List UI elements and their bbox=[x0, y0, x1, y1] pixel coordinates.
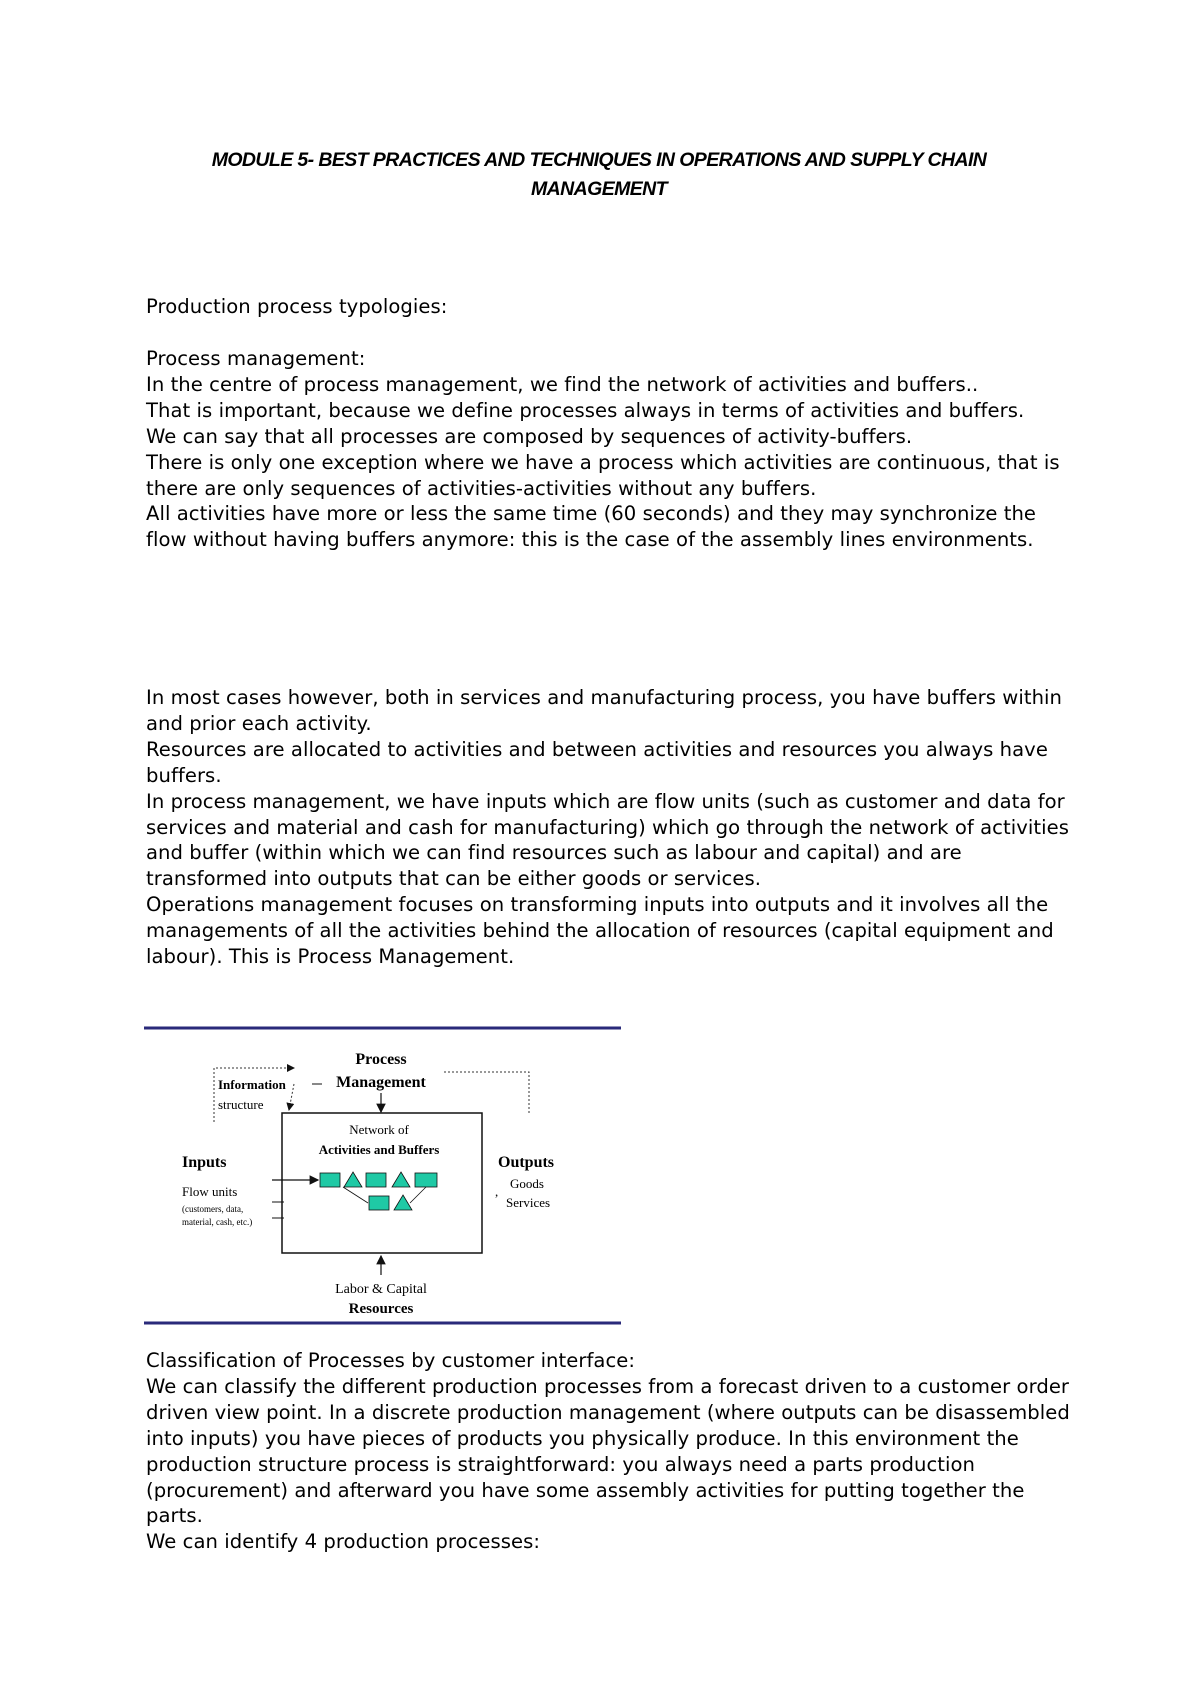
inputs-title: Inputs bbox=[182, 1154, 227, 1171]
process-management-paragraphs: Process management: In the centre of process management, we find the network of activities and buffers.. That is important, because we define processes always in terms of activities and buffers. We can say that all processes are composed by sequences of activity-buffers. There is only one exception where we have a process which activities are continuous, that is there are only sequences of activities-activities without any buffers. All activities have more or less the same time (60 seconds) and they may synchronize the flow without having buffers anymore: this is the case of the assembly lines environments. bbox=[146, 347, 1060, 552]
buffer-triangle-1 bbox=[344, 1172, 362, 1187]
activity-box-2 bbox=[366, 1173, 386, 1187]
buffer-triangle-3 bbox=[394, 1195, 412, 1210]
activity-box-1 bbox=[320, 1173, 340, 1187]
network-label-line1: Network of bbox=[349, 1122, 409, 1137]
branch-line-1 bbox=[343, 1187, 368, 1203]
activity-box-3 bbox=[415, 1173, 437, 1187]
buffer-triangle-2 bbox=[392, 1172, 410, 1187]
management-to-info-dotted bbox=[289, 1084, 294, 1110]
network-label-line2: Activities and Buffers bbox=[318, 1142, 440, 1157]
goods-label: Goods bbox=[510, 1176, 544, 1191]
most-cases-paragraphs: In most cases however, both in services and manufacturing process, you have buffers within and prior each activity. Resources are allocated to activities and between activities and resources you always have buffers. In process management, we have inputs which are flow units (such as customer and data for services and material and cash for manufacturing) which go through the network of activities and buffer (within which we can find resources such as labour and capital) and are transformed into outputs that can be either goods or services. Operations management focuses on transforming inputs into outputs and it involves all the managements of all the activities behind the allocation of resources (capital equipment and labour). This is Process Management. bbox=[146, 686, 1069, 969]
branch-line-2 bbox=[410, 1187, 426, 1203]
classification-paragraphs: Classification of Processes by customer interface: We can classify the different production processes from a forecast driven to a customer order driven view point. In a discrete production management (where outputs can be disassembled into inputs) you have pieces of products you physically produce. In this environment the production structure process is straightforward: you always need a parts production (procurement) and afterward you have some assembly activities for putting together the parts. We can identify 4 production processes: bbox=[146, 1349, 1070, 1554]
flow-units-detail-1: (customers, data, bbox=[182, 1204, 244, 1214]
typologies-heading: Production process typologies: bbox=[146, 295, 448, 318]
information-label: Information bbox=[218, 1077, 286, 1092]
activity-box-4 bbox=[369, 1196, 389, 1210]
document-title: MODULE 5- BEST PRACTICES AND TECHNIQUES IN OPERATIONS AND SUPPLY CHAIN MANAGEMENT bbox=[211, 149, 987, 200]
process-management-diagram bbox=[144, 1010, 624, 1330]
process-title-line2: Management bbox=[336, 1074, 426, 1091]
outputs-comma: , bbox=[495, 1184, 499, 1199]
outputs-dotted-line bbox=[444, 1072, 529, 1113]
structure-label: structure bbox=[218, 1097, 264, 1112]
process-title-line1: Process bbox=[355, 1051, 407, 1068]
services-label: Services bbox=[506, 1195, 551, 1210]
flow-units-label: Flow units bbox=[182, 1184, 238, 1199]
labor-capital-label: Labor & Capital bbox=[335, 1282, 427, 1297]
flow-units-detail-2: material, cash, etc.) bbox=[182, 1217, 253, 1227]
resources-title: Resources bbox=[348, 1301, 414, 1317]
outputs-title: Outputs bbox=[498, 1154, 555, 1171]
